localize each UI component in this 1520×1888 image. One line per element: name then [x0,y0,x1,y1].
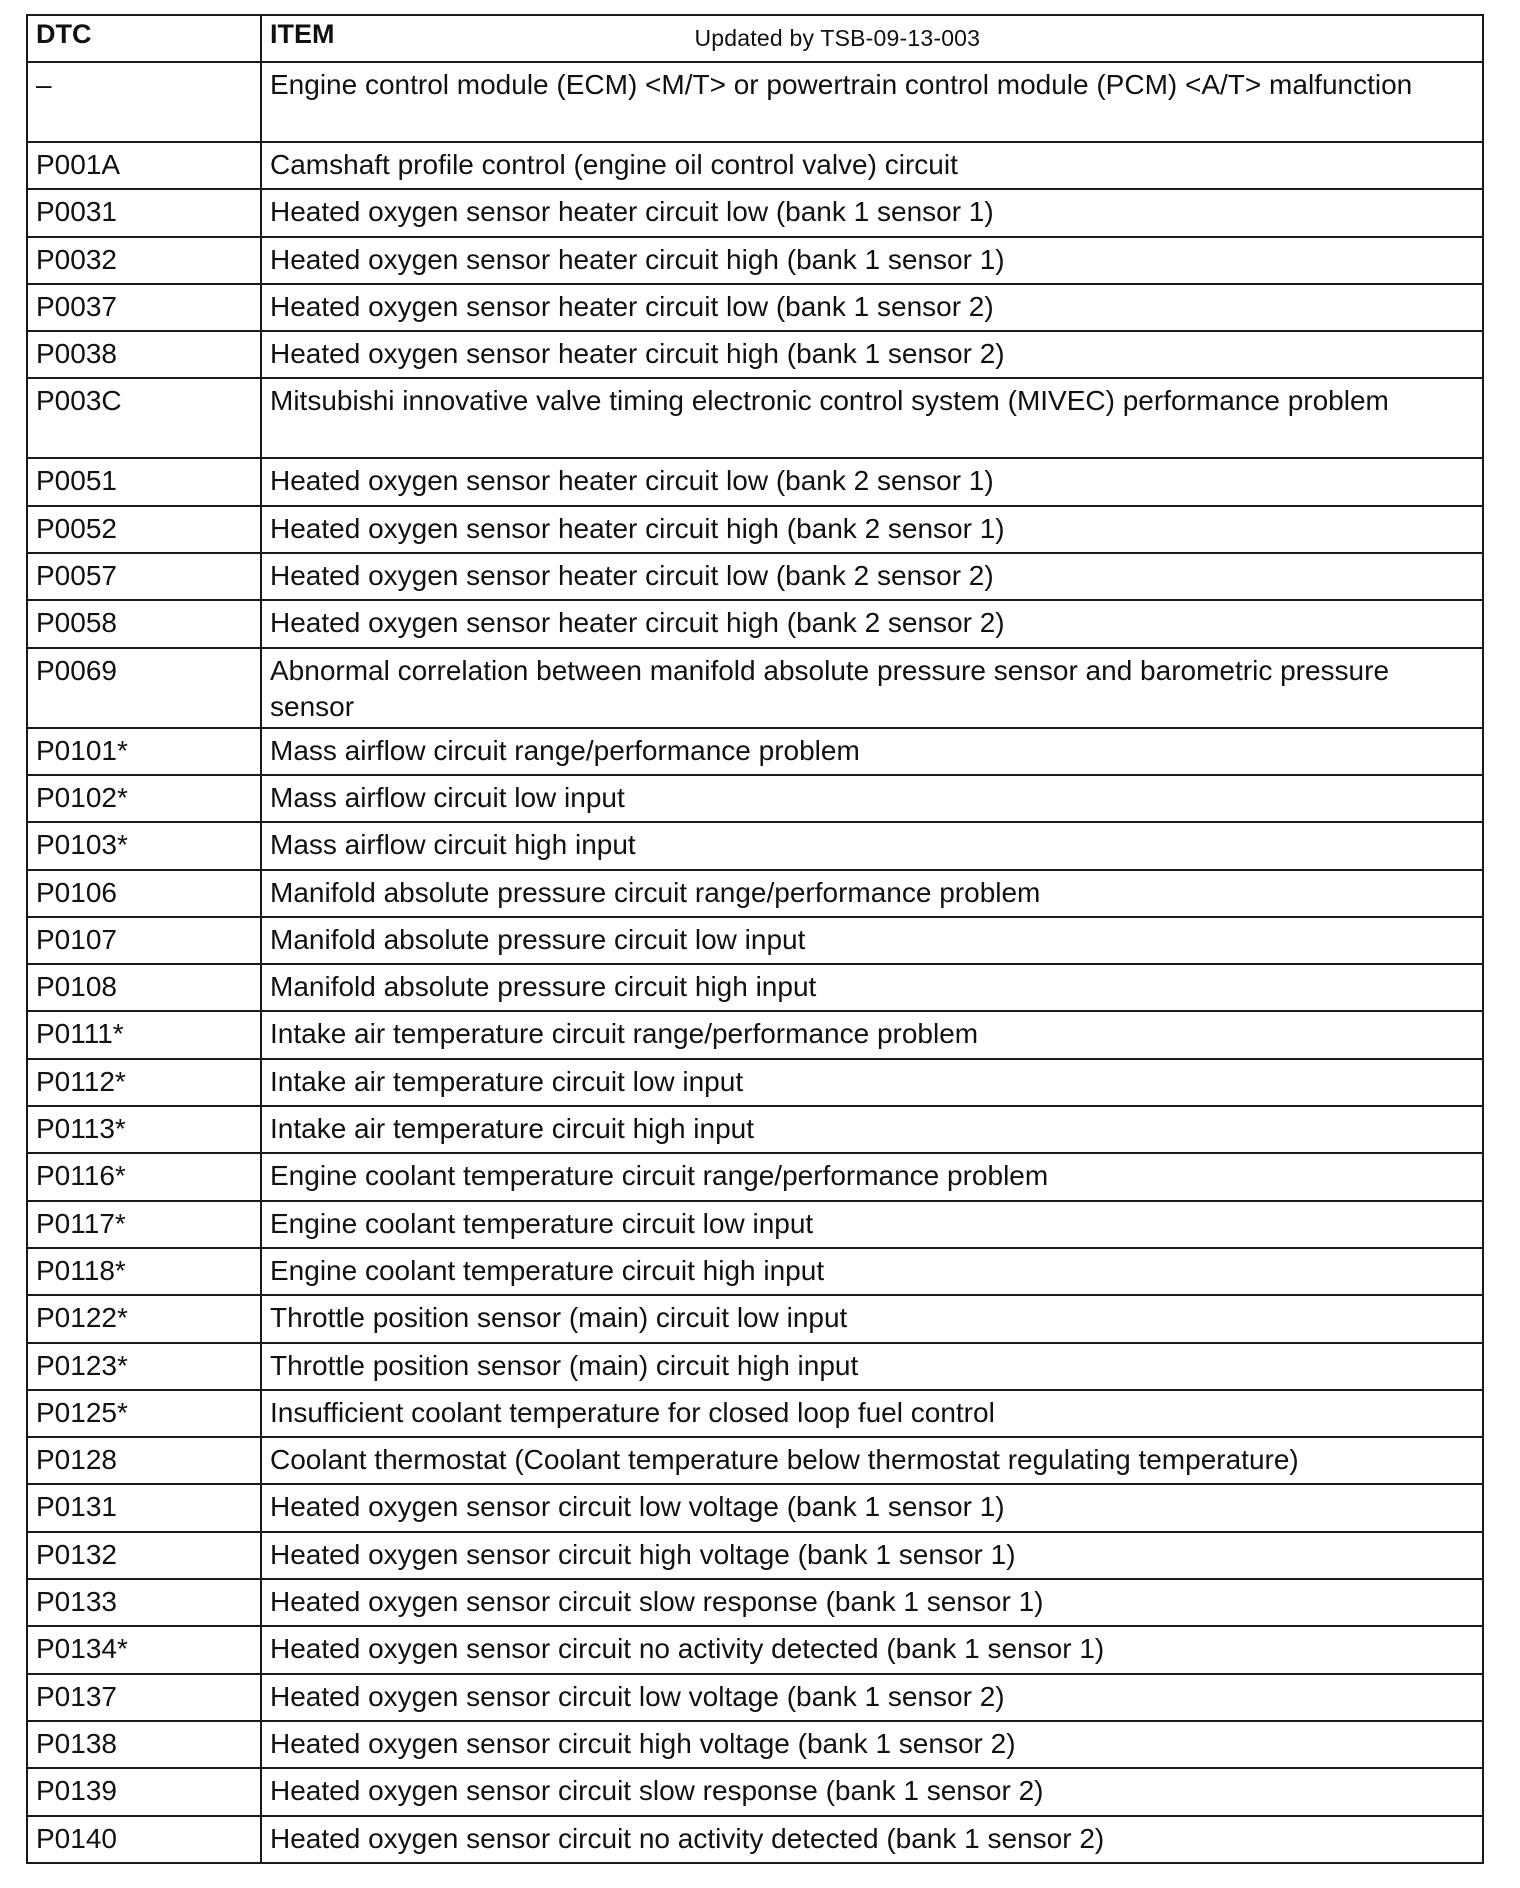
dtc-item: Intake air temperature circuit range/performance problem [261,1011,1483,1058]
dtc-code: P0137 [27,1674,261,1721]
table-row [27,237,1483,284]
dtc-item: Heated oxygen sensor heater circuit low (bank 1 sensor 1) [261,189,1483,236]
dtc-code: P0038 [27,331,261,378]
dtc-item: Heated oxygen sensor heater circuit high (bank 2 sensor 2) [261,600,1483,647]
table-row [27,917,1483,964]
dtc-code: P0138 [27,1721,261,1768]
table-row [27,648,1483,728]
dtc-item: Heated oxygen sensor circuit slow response (bank 1 sensor 1) [261,1579,1483,1626]
dtc-item: Manifold absolute pressure circuit high input [261,964,1483,1011]
dtc-item: Heated oxygen sensor heater circuit high (bank 1 sensor 1) [261,237,1483,284]
table-row [27,1106,1483,1153]
dtc-code: P0107 [27,917,261,964]
dtc-code: P0117* [27,1201,261,1248]
table-row [27,284,1483,331]
dtc-item: Intake air temperature circuit low input [261,1059,1483,1106]
dtc-item: Camshaft profile control (engine oil control valve) circuit [261,142,1483,189]
table-row [27,822,1483,869]
dtc-item: Heated oxygen sensor circuit slow response (bank 1 sensor 2) [261,1768,1483,1815]
dtc-code: P0116* [27,1153,261,1200]
dtc-code: P0113* [27,1106,261,1153]
table-row [27,1532,1483,1579]
dtc-item: Heated oxygen sensor heater circuit low (bank 2 sensor 1) [261,458,1483,505]
table-row [27,506,1483,553]
dtc-code: P0140 [27,1816,261,1863]
dtc-item: Abnormal correlation between manifold absolute pressure sensor and barometric pressure sensor [261,648,1483,728]
table-row [27,775,1483,822]
table-header-row [27,15,1483,62]
dtc-code: P001A [27,142,261,189]
dtc-item: Throttle position sensor (main) circuit low input [261,1295,1483,1342]
dtc-item: Insufficient coolant temperature for closed loop fuel control [261,1390,1483,1437]
dtc-code: P0108 [27,964,261,1011]
table-row [27,1721,1483,1768]
dtc-item: Engine coolant temperature circuit high input [261,1248,1483,1295]
table-row [27,1201,1483,1248]
table-row [27,1011,1483,1058]
dtc-item: Engine coolant temperature circuit low input [261,1201,1483,1248]
table-row [27,1343,1483,1390]
table-row [27,1248,1483,1295]
dtc-code: P0037 [27,284,261,331]
dtc-code: P0103* [27,822,261,869]
dtc-code: P0132 [27,1532,261,1579]
dtc-code: P0106 [27,870,261,917]
dtc-code: P0112* [27,1059,261,1106]
table-row [27,1295,1483,1342]
table-row [27,964,1483,1011]
dtc-code: P0058 [27,600,261,647]
dtc-item: Heated oxygen sensor circuit low voltage (bank 1 sensor 1) [261,1484,1483,1531]
table-row [27,331,1483,378]
dtc-table [26,14,1484,1864]
table-row [27,1768,1483,1815]
dtc-code: P0134* [27,1626,261,1673]
dtc-code: – [27,62,261,142]
table-row [27,1674,1483,1721]
dtc-item: Heated oxygen sensor circuit high voltage (bank 1 sensor 1) [261,1532,1483,1579]
table-row [27,1153,1483,1200]
table-row [27,1390,1483,1437]
table-row [27,1816,1483,1863]
dtc-code: P0118* [27,1248,261,1295]
dtc-code: P0133 [27,1579,261,1626]
dtc-code: P0122* [27,1295,261,1342]
table-row [27,62,1483,142]
table-row [27,1059,1483,1106]
table-row [27,1579,1483,1626]
dtc-item: Heated oxygen sensor circuit low voltage (bank 1 sensor 2) [261,1674,1483,1721]
dtc-item: Intake air temperature circuit high input [261,1106,1483,1153]
update-note: Updated by TSB-09-13-003 [694,25,981,51]
dtc-code: P0057 [27,553,261,600]
dtc-item: Heated oxygen sensor circuit no activity detected (bank 1 sensor 2) [261,1816,1483,1863]
dtc-code: P0111* [27,1011,261,1058]
dtc-item: Heated oxygen sensor circuit high voltage (bank 1 sensor 2) [261,1721,1483,1768]
dtc-item: Heated oxygen sensor heater circuit high (bank 1 sensor 2) [261,331,1483,378]
dtc-code: P0101* [27,728,261,775]
column-header-item [261,15,1483,62]
table-row [27,728,1483,775]
table-row [27,1484,1483,1531]
dtc-item: Throttle position sensor (main) circuit high input [261,1343,1483,1390]
dtc-code: P0031 [27,189,261,236]
dtc-item: Heated oxygen sensor circuit no activity detected (bank 1 sensor 1) [261,1626,1483,1673]
table-row [27,458,1483,505]
dtc-item: Heated oxygen sensor heater circuit low (bank 1 sensor 2) [261,284,1483,331]
dtc-code: P0125* [27,1390,261,1437]
dtc-item: Mass airflow circuit range/performance problem [261,728,1483,775]
dtc-item: Engine coolant temperature circuit range/performance problem [261,1153,1483,1200]
dtc-item: Heated oxygen sensor heater circuit low (bank 2 sensor 2) [261,553,1483,600]
dtc-item: Engine control module (ECM) <M/T> or powertrain control module (PCM) <A/T> malfunction [261,62,1483,142]
table-row [27,1626,1483,1673]
table-row [27,189,1483,236]
dtc-item: Manifold absolute pressure circuit range/performance problem [261,870,1483,917]
document-page [26,14,1482,1864]
dtc-code: P003C [27,378,261,458]
column-header-item-label: ITEM [270,19,335,49]
table-row [27,600,1483,647]
table-body [27,62,1483,1863]
dtc-code: P0032 [27,237,261,284]
dtc-code: P0069 [27,648,261,728]
dtc-code: P0102* [27,775,261,822]
dtc-code: P0051 [27,458,261,505]
dtc-code: P0052 [27,506,261,553]
table-row [27,870,1483,917]
dtc-item: Coolant thermostat (Coolant temperature below thermostat regulating temperature) [261,1437,1483,1484]
table-row [27,553,1483,600]
dtc-item: Mass airflow circuit low input [261,775,1483,822]
dtc-item: Mass airflow circuit high input [261,822,1483,869]
dtc-code: P0128 [27,1437,261,1484]
table-row [27,142,1483,189]
dtc-code: P0139 [27,1768,261,1815]
table-row [27,1437,1483,1484]
dtc-code: P0123* [27,1343,261,1390]
table-row [27,378,1483,458]
dtc-code: P0131 [27,1484,261,1531]
column-header-dtc: DTC [27,15,261,62]
dtc-item: Manifold absolute pressure circuit low input [261,917,1483,964]
dtc-item: Heated oxygen sensor heater circuit high (bank 2 sensor 1) [261,506,1483,553]
dtc-item: Mitsubishi innovative valve timing electronic control system (MIVEC) performance problem [261,378,1483,458]
